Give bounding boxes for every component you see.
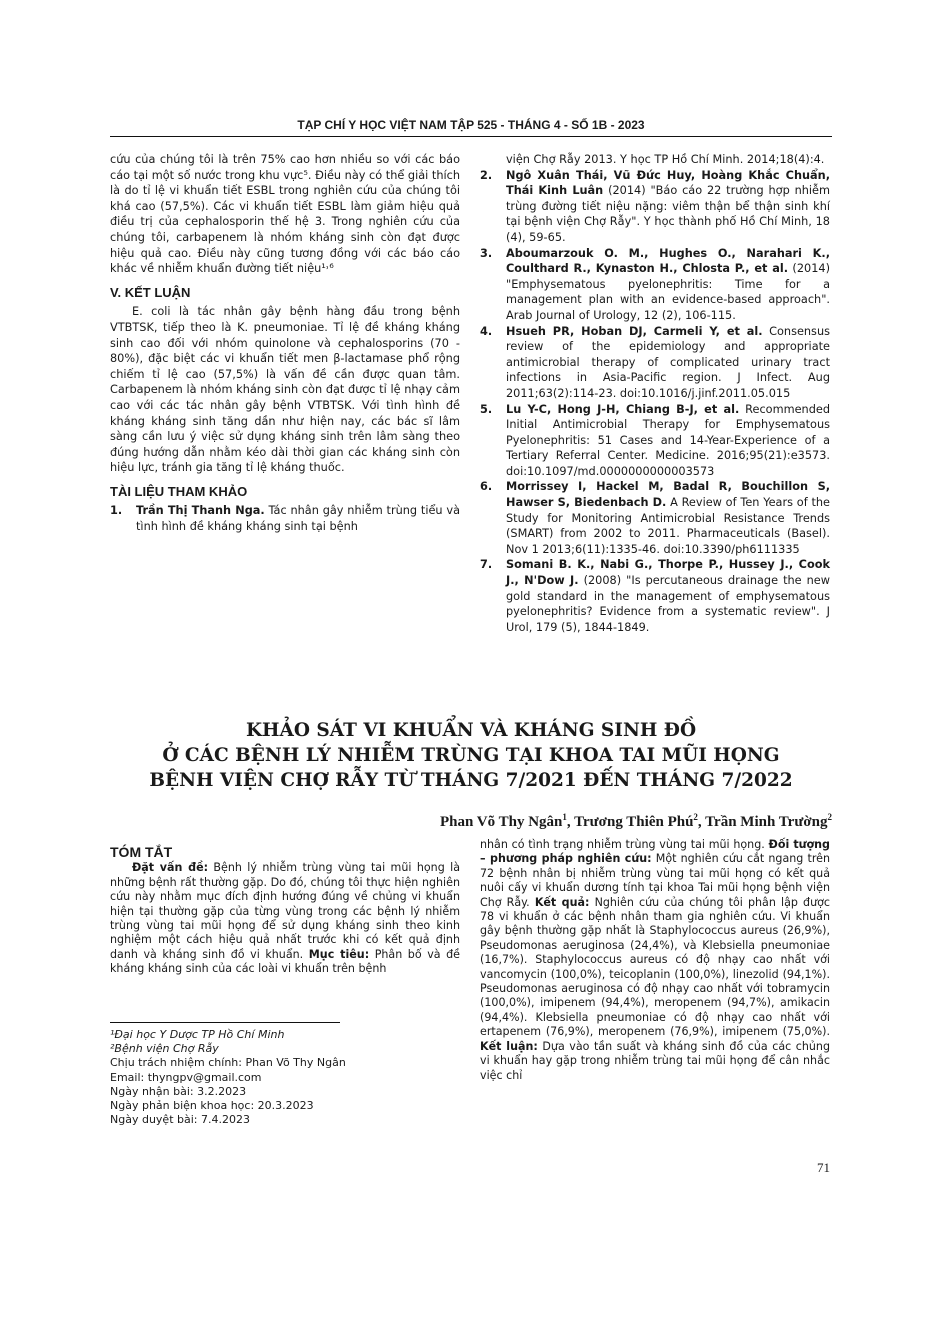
received-date: Ngày nhận bài: 3.2.2023 — [110, 1084, 247, 1098]
reference-item — [480, 402, 830, 480]
author-list: Phan Võ Thy Ngân$^1$, Trương Thiên Phú$^2$, Trần Minh Trường$^2$ — [439, 812, 832, 830]
accepted-date: Ngày duyệt bài: 7.4.2023 — [110, 1113, 250, 1127]
reference-item — [110, 503, 460, 534]
reference-body: (2014) "Báo cáo 22 trường hợp nhiễm trùng đường tiết niệu nặng: viêm thận bể thận sinh khí tại bệnh viện Chợ Rẫy". Y học thành phố Hồ Chí Minh, 18 (4), 59-65. — [506, 184, 830, 244]
reference-body: (2008) "Is percutaneous drainage the new gold standard in the management of emphysematous pyelonephritis? Evidence from a systematic review". J Urol, 179 (5), 1844-1849. — [506, 574, 830, 634]
abstract-paragraph: Đặt vấn đề: Bệnh lý nhiễm trùng vùng tai mũi họng là những bệnh rất thường gặp. Do đó, chúng tôi thực hiện nghiên cứu này nhằm mục đích định hướng đúng về chủng vi khuẩn hiện tại thường gặp của từng vùng trong các bệnh lý nhiễm trùng vùng tai mũi họng để sử dụng kháng sinh theo kinh nghiệm một cách hiệu quả nhất trước khi có kết quả định danh và kháng sinh đồ vi khuẩn. Mục tiêu: Phân bố và đề kháng kháng sinh của các loài vi khuẩn trên bệnh — [110, 861, 461, 976]
page-number: 71 — [817, 1160, 830, 1175]
reference-number: 7. — [480, 558, 493, 572]
reference-item — [480, 168, 830, 246]
reference-item — [480, 557, 830, 635]
right-column — [480, 152, 830, 635]
abstract-right — [480, 838, 830, 1083]
reference-body: (2014) "Emphysematous pyelonephritis: Time for a management plan with an evidence-based approach". Arab Journal of Urology, 12 (2), 106-115. — [506, 262, 830, 322]
reference-text — [506, 402, 830, 480]
reference-item — [480, 246, 830, 324]
reference-text — [136, 503, 460, 534]
reference-body: viện Chợ Rẫy 2013. Y học TP Hồ Chí Minh. 2014;18(4):4. — [506, 153, 825, 166]
affiliation-2: ²Bệnh viện Chợ Rẫy — [110, 1042, 219, 1056]
reference-authors: Hsueh PR, Hoban DJ, Carmeli Y, et al. — [506, 324, 763, 338]
reference-authors: Lu Y-C, Hong J-H, Chiang B-J, et al. — [506, 402, 740, 416]
conclusion-heading: V. KẾT LUẬN — [110, 284, 191, 300]
reference-item — [480, 479, 830, 557]
reference-text — [506, 246, 830, 324]
email: Email: thyngpv@gmail.com — [110, 1070, 262, 1084]
reference-body: Tác nhân gây nhiễm trùng tiểu và tình hình đề kháng kháng sinh tại bệnh — [136, 504, 460, 534]
discussion-paragraph: cứu của chúng tôi là trên 75% cao hơn nhiều so với các báo cáo tại một số nước trong khu vực⁵. Điều này có thể giải thích là do tỉ lệ vi khuẩn tiết ESBL trong nghiên cứu của chúng tôi khá cao (57,5%). Các vi khuẩn tiết ESBL làm giảm hiệu quả điều trị của cephalosporin thế hệ 3. Trong nghiên cứu của chúng tôi, carbapenem là nhóm kháng sinh còn đạt được hiệu quả cao. Điều này cũng tương đồng với các báo cáo khác về nhiễm khuẩn đường tiết niệu¹˒⁶ — [110, 153, 460, 276]
footnotes — [110, 1028, 470, 1127]
reference-body: A Review of Ten Years of the Study for Monitoring Antimicrobial Resistance Trends (SMART) from 2002 to 2011. Pharmaceuticals (Basel). Nov 1 2013;6(11):1335-46. doi:10.3390/ph6111335 — [506, 496, 830, 556]
reference-number: 6. — [480, 480, 493, 494]
left-column — [110, 152, 460, 535]
affiliation-1: ¹Đại học Y Dược TP Hồ Chí Minh — [110, 1028, 285, 1041]
reference-authors: Morrissey I, Hackel M, Badal R, Bouchillon S, Hawser S, Biedenbach D. — [506, 480, 830, 510]
references-heading: TÀI LIỆU THAM KHẢO — [110, 483, 248, 499]
reference-authors: Somani B. K., Nabi G., Thorpe P., Hussey J., Cook J., N'Dow J. — [506, 558, 830, 588]
footnote-rule — [110, 1022, 340, 1023]
article-title — [110, 718, 832, 793]
abstract-paragraph: nhân có tình trạng nhiễm trùng vùng tai mũi họng. Đối tượng – phương pháp nghiên cứu: Một nghiên cứu cắt ngang trên 72 bệnh nhân bị nhiễm trùng vùng tai mũi họng có kết quả nuôi cấy vi khuẩn dương tính tại khoa Tai mũi họng bệnh viện Chợ Rẫy. Kết quả: Nghiên cứu của chúng tôi phân lập được 78 vi khuẩn ở các bệnh nhân tham gia nghiên cứu. Vi khuẩn gây bệnh thường gặp nhất là Staphylococcus aureus (26,9%), Pseudomonas aeruginosa (24,4%), và Klebsiella pneumoniae (16,7%). Staphylococcus aureus có độ nhạy cao nhất với vancomycin (100,0%), teicoplanin (100,0%), linezolid (94,1%). Pseudomonas aeruginosa có độ nhạy cao nhất với tobramycin (100,0%), imipenem (94,4%), meropenem (94,7%), amikacin (94,4%). Klebsiella pneumoniae có độ nhạy cao nhất với ertapenem (76,9%), meropenem (76,9%), imipenem (75,0%). Kết luận: Dựa vào tần suất và kháng sinh đồ của các chủng vi khuẩn hay gặp trong nhiễm trùng tai mũi họng để cân nhắc việc chỉ — [480, 838, 830, 1082]
header-rule — [110, 136, 832, 137]
affiliation-mark: 1 — [562, 812, 567, 822]
reference-body: Consensus review of the epidemiology and appropriate antimicrobial therapy of complicated urinary tract infections in Asia-Pacific region. J Infect. Aug 2011;63(2):114-23. doi:10.1016/j.jinf.2011.05.015 — [506, 324, 830, 400]
abstract-left — [110, 845, 460, 977]
reference-text — [506, 557, 830, 635]
corresponding-author: Chịu trách nhiệm chính: Phan Võ Thy Ngân — [110, 1056, 346, 1070]
journal-header: TẠP CHÍ Y HỌC VIỆT NAM TẬP 525 - THÁNG 4 - SỐ 1B - 2023 — [297, 118, 645, 132]
reference-text — [506, 324, 830, 402]
author-name: Phan Võ Thy Ngân — [439, 814, 563, 830]
title-line: BỆNH VIỆN CHỢ RẪY TỪ THÁNG 7/2021 ĐẾN THÁNG 7/2022 — [149, 770, 793, 791]
title-line: KHẢO SÁT VI KHUẨN VÀ KHÁNG SINH ĐỒ — [245, 720, 697, 741]
title-line: Ở CÁC BỆNH LÝ NHIỄM TRÙNG TẠI KHOA TAI MŨI HỌNG — [162, 745, 780, 766]
reference-text — [506, 479, 830, 557]
reference-number: 3. — [480, 246, 493, 260]
affiliation-mark: 2 — [827, 812, 832, 822]
reference-number: 5. — [480, 402, 493, 416]
reference-number: 4. — [480, 324, 493, 338]
conclusion-paragraph: E. coli là tác nhân gây bệnh hàng đầu trong bệnh VTBTSK, tiếp theo là K. pneumoniae. Tỉ lệ đề kháng kháng sinh cao đối với nhóm quinolone và cephalosporins (70 - 80%), đặc biệt các vi khuẩn tiết men β-lactamase phổ rộng chiếm tỉ lệ cao (57,5%) là vấn đề cần được quan tâm. Carbapenem là nhóm kháng sinh còn đạt được tỉ lệ nhạy cảm cao với các tác nhân gây bệnh VTBTSK. Với tình hình đề kháng kháng sinh tăng dần như hiện nay, các bác sĩ lâm sàng cần lưu ý việc sử dụng kháng sinh trên lâm sàng theo đúng hướng dẫn nhằm kéo dài thời gian các kháng sinh còn hiệu lực, tránh gia tăng tỉ lệ kháng thuốc. — [110, 305, 460, 475]
reference-authors: Ngô Xuân Thái, Vũ Đức Huy, Hoàng Khắc Chuẩn, Thái Kinh Luân — [506, 168, 830, 198]
reference-body: Recommended Initial Antimicrobial Therapy for Emphysematous Pyelonephritis: 51 Cases and 14-Year-Experience of a Tertiary Referral Center. Medicine. 2016;95(21):e3573. doi:10.1097/md.0000000000003573 — [506, 402, 830, 478]
reference-item — [480, 324, 830, 402]
abstract-heading: TÓM TẮT — [110, 844, 173, 860]
reference-text — [506, 168, 830, 246]
reference-number: 2. — [480, 168, 493, 182]
author-name: Trương Thiên Phú — [574, 814, 694, 830]
reference-list — [480, 168, 830, 636]
reference-authors: Aboumarzouk O. M., Hughes O., Narahari K., Coulthard R., Kynaston H., Chlosta P., et al. — [506, 246, 830, 276]
reference-item-continued — [480, 152, 830, 168]
reference-number: 1. — [110, 504, 123, 518]
author-name: Trần Minh Trường — [705, 814, 828, 830]
affiliation-mark: 2 — [693, 812, 698, 822]
review-date: Ngày phản biện khoa học: 20.3.2023 — [110, 1099, 314, 1113]
reference-authors: Trần Thị Thanh Nga. — [136, 504, 265, 518]
